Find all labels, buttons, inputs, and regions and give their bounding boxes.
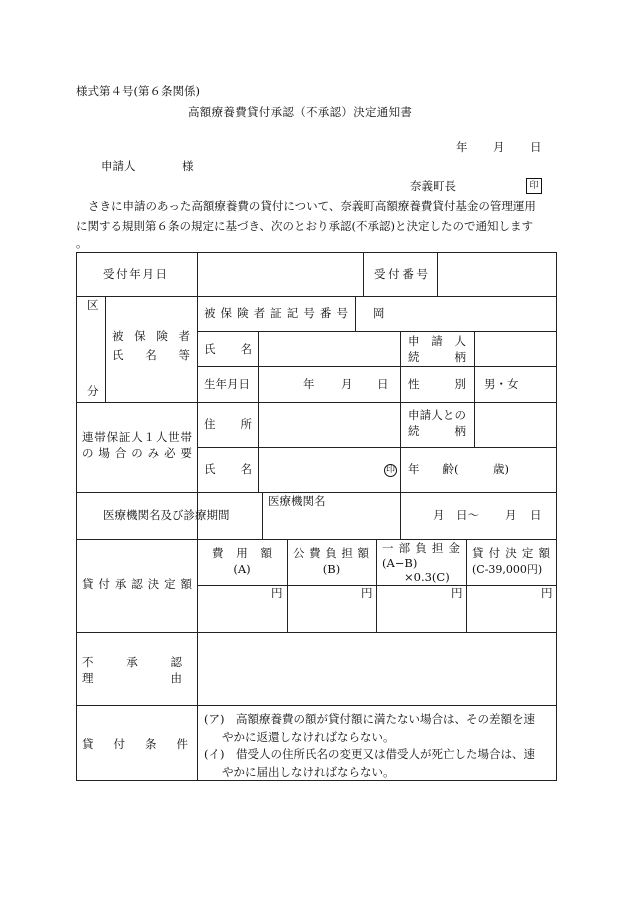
clause-a-line2: やかに返還しなければならない。 — [222, 730, 395, 744]
applicant-label: 申請人 — [101, 159, 136, 173]
form-number: 様式第４号(第６条関係) — [76, 84, 200, 98]
relation-with-line2: 続柄 — [408, 424, 466, 438]
guarantor-label-line2: の場合のみ必要 — [82, 446, 192, 460]
received-date-label: 受付年月日 — [103, 267, 167, 281]
partial-label-line3: ×0.3(C) — [404, 570, 450, 584]
received-number-label: 受付番号 — [374, 267, 428, 281]
age-field: 年 齢( 歳) — [408, 462, 509, 476]
yen-unit-b: 円 — [361, 586, 373, 600]
seal-icon: 印 — [526, 178, 542, 194]
partial-label-line2: (A−B) — [382, 556, 418, 570]
insured-label-line1: 被保険者 — [112, 329, 190, 343]
address-label: 住所 — [204, 417, 252, 431]
applicant-relation-line2: 続柄 — [408, 350, 466, 364]
cost-label-line1: 費用額 — [212, 546, 272, 560]
birth-label: 生年月日 — [204, 377, 250, 391]
partial-label-line1: 一部負担金 — [382, 541, 460, 555]
decision-label-line2: (C-39,000円) — [472, 563, 543, 576]
birth-day: 日 — [377, 377, 389, 391]
yen-unit-a: 円 — [271, 586, 283, 600]
insured-name-label: 氏名 — [204, 342, 252, 356]
sex-label: 性別 — [408, 377, 466, 391]
period-month-2: 月 — [505, 508, 517, 522]
period-day-2: 日 — [530, 508, 542, 522]
period-day-1: 日〜 — [456, 508, 479, 522]
issuer-label: 奈義町長 — [410, 179, 456, 193]
hospital-period-label: 医療機関名及び診療期間 — [103, 508, 230, 522]
public-label-line1: 公費負担額 — [293, 546, 369, 560]
clause-b-line2: やかに届出しなければならない。 — [222, 765, 395, 779]
birth-year: 年 — [303, 377, 315, 391]
hospital-name-label: 医療機関名 — [268, 494, 326, 508]
clause-a-line1: (ア) 高額療養費の額が貸付額に満たない場合は、その差額を速 — [204, 712, 535, 726]
seal-icon: 印 — [385, 465, 395, 475]
kubun-bun: 分 — [87, 384, 99, 398]
applicant-relation-line1: 申請人 — [408, 334, 466, 348]
insured-label-line2: 氏名等 — [112, 348, 190, 362]
body-line-2: に関する規則第６条の規定に基づき、次のとおり承認(不承認)と決定したので通知します — [76, 219, 534, 233]
seal-box — [526, 178, 542, 194]
guarantor-name-label: 氏名 — [204, 462, 252, 476]
date-year-label: 年 — [456, 140, 468, 154]
kubun-ku: 区 — [87, 298, 99, 312]
cost-label-line2: (A) — [233, 562, 251, 576]
cert-number-label: 被保険者証記号番号 — [204, 306, 348, 320]
body-line-1: さきに申請のあった高額療養費の貸付について、奈義町高額療養費貸付基金の管理運用 — [88, 199, 536, 213]
date-month-label: 月 — [493, 140, 505, 154]
loan-conditions-label: 貸付条件 — [82, 737, 188, 751]
relation-with-line1: 申請人との — [408, 408, 466, 422]
reject-reason-line2: 理由 — [82, 671, 182, 685]
yen-unit-d: 円 — [541, 586, 553, 600]
yen-unit-c: 円 — [451, 586, 463, 600]
sex-value: 男・女 — [484, 377, 519, 391]
period-month-1: 月 — [433, 508, 445, 522]
guarantor-seal — [384, 463, 397, 477]
clause-b-line1: (イ) 借受人の住所氏名の変更又は借受人が死亡した場合は、速 — [204, 747, 535, 761]
date-day-label: 日 — [530, 140, 542, 154]
reject-reason-line1: 不承認 — [82, 655, 182, 669]
condition-clause-a — [204, 710, 554, 746]
body-line-3: 。 — [76, 236, 88, 250]
birth-month: 月 — [341, 377, 353, 391]
sama-label: 様 — [182, 159, 194, 173]
document-title: 高額療養費貸付承認（不承認）決定通知書 — [188, 105, 413, 119]
condition-clause-b — [204, 745, 554, 781]
decision-label-line1: 貸付決定額 — [472, 546, 550, 560]
guarantor-label-line1: 連帯保証人１人世帯 — [82, 430, 192, 444]
public-label-line2: (B) — [322, 562, 341, 576]
oka-label: 岡 — [373, 306, 385, 320]
loan-decision-label: 貸付承認決定額 — [82, 577, 192, 591]
